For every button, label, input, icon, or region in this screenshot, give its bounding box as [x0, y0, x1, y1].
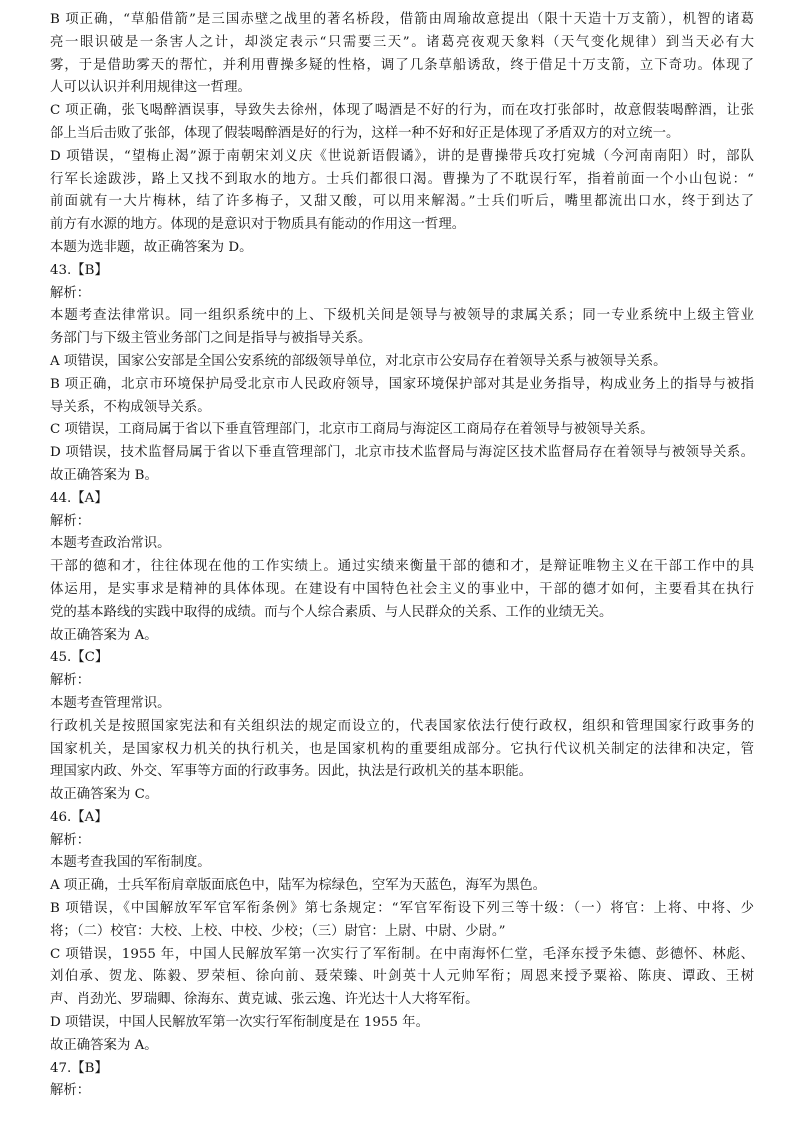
- text-line: 本题考查我国的军衔制度。: [50, 855, 211, 871]
- text-line: 行政机关是按照国家宪法和有关组织法的规定而设立的，代表国家依法行使行政权，组织和管理国家行政事务的: [50, 718, 754, 734]
- text-line: 党的基本路线的实践中取得的成绩。而与个人综合素质、与人民群众的关系、工作的业绩无关。: [50, 604, 613, 620]
- text-line: D 项错误，“望梅止渴”源于南朝宋刘义庆《世说新语假谲》，讲的是曹操带兵攻打宛城（今河南南阳）时，部队: [50, 148, 754, 164]
- text-line: 45.【C】: [50, 650, 109, 666]
- text-line: B 项正确，“草船借箭”是三国赤壁之战里的著名桥段，借箭由周瑜故意提出（限十天造十万支箭），机智的诸葛: [50, 12, 754, 27]
- text-line: 理国家内政、外交、军事等方面的行政事务。因此，执法是行政机关的基本职能。: [50, 764, 533, 780]
- text-line: B 项正确，北京市环境保护局受北京市人民政府领导，国家环境保护部对其是业务指导，构成业务上的指导与被指: [50, 376, 754, 392]
- text-line: C 项正确，张飞喝醉酒误事，导致失去徐州，体现了喝酒是不好的行为，而在攻打张郃时，故意假装喝醉酒，让张: [50, 103, 754, 119]
- text-line: 干部的德和才，往往体现在他的工作实绩上。通过实绩来衡量干部的德和才，是辩证唯物主义在干部工作中的具: [50, 559, 754, 575]
- text-line: B 项错误，《中国解放军军官军衔条例》第七条规定：“军官军衔设下列三等十级：（一）将官：上将、中将、少: [50, 901, 754, 917]
- text-line: 46.【A】: [50, 809, 108, 825]
- text-line: 故正确答案为 C。: [50, 787, 159, 803]
- text-line: 亮一眼识破是一条害人之计，却淡定表示“只需要三天”。诸葛亮夜观天象料（天气变化规律）到当天必有大: [50, 34, 754, 50]
- text-line: 本题考查法律常识。同一组织系统中的上、下级机关间是领导与被领导的隶属关系；同一专业系统中上级主管业: [50, 308, 754, 324]
- text-line: 故正确答案为 A。: [50, 1037, 158, 1053]
- text-line: 本题考查政治常识。: [50, 536, 171, 552]
- text-line: D 项错误，技术监督局属于省以下垂直管理部门，北京市技术监督局与海淀区技术监督局存在着领导与被领导关系。: [50, 445, 754, 461]
- text-line: 解析：: [50, 832, 91, 848]
- text-line: 解析：: [50, 513, 91, 529]
- text-line: 体运用，是实事求是精神的具体体现。在建设有中国特色社会主义的事业中，干部的德才如何，主要看其在执行: [50, 581, 754, 597]
- text-line: 声、肖劲光、罗瑞卿、徐海东、黄克诚、张云逸、许光达十人大将军衔。: [50, 992, 479, 1008]
- text-line: 刘伯承、贺龙、陈毅、罗荣桓、徐向前、聂荣臻、叶剑英十人元帅军衔；周恩来授予粟裕、陈庚、谭政、王树: [50, 969, 754, 985]
- text-line: 故正确答案为 B。: [50, 467, 158, 483]
- document-body: [50, 9, 754, 1103]
- text-line: 本题为选非题，故正确答案为 D。: [50, 239, 253, 255]
- text-line: 将；（二）校官：大校、上校、中校、少校；（三）尉官：上尉、中尉、少尉。”: [50, 923, 506, 939]
- text-line: 44.【A】: [50, 490, 108, 506]
- text-line: C 项错误，1955 年，中国人民解放军第一次实行了军衔制。在中南海怀仁堂，毛泽东授予朱德、彭德怀、林彪、: [50, 946, 754, 962]
- text-line: 前面就有一大片梅林，结了许多梅子，又甜又酸，可以用来解渴。”士兵们听后，嘴里都流出口水，终于到达了: [50, 194, 754, 210]
- text-line: 雾，于是借助雾天的帮忙，并利用曹操多疑的性格，调了几条草船诱敌，终于借足十万支箭，立下奇功。体现了: [50, 57, 754, 73]
- text-line: 前方有水源的地方。体现的是意识对于物质具有能动的作用这一哲理。: [50, 217, 466, 233]
- text-line: 43.【B】: [50, 262, 108, 278]
- text-line: 故正确答案为 A。: [50, 627, 158, 643]
- text-line: 解析：: [50, 673, 91, 689]
- text-line: C 项错误，工商局属于省以下垂直管理部门，北京市工商局与海淀区工商局存在着领导与被领导关系。: [50, 422, 654, 438]
- text-line: 导关系，不构成领导关系。: [50, 399, 211, 415]
- text-line: 人可以认识并利用规律这一哲理。: [50, 80, 251, 96]
- text-line: 国家机关，是国家权力机关的执行机关，也是国家机构的重要组成部分。它执行代议机关制定的法律和决定，管: [50, 741, 754, 757]
- text-line: A 项正确，士兵军衔肩章版面底色中，陆军为棕绿色，空军为天蓝色，海军为黑色。: [50, 878, 546, 894]
- text-line: 郃上当后击败了张郃，体现了假装喝醉酒是好的行为，这样一种不好和好正是体现了矛盾双方的对立统一。: [50, 125, 680, 141]
- text-line: 务部门与下级主管业务部门之间是指导与被指导关系。: [50, 331, 372, 347]
- text-line: 本题考查管理常识。: [50, 695, 171, 711]
- text-line: 解析：: [50, 285, 91, 301]
- text-line: 解析：: [50, 1083, 91, 1099]
- text-line: A 项错误，国家公安部是全国公安系统的部级领导单位，对北京市公安局存在着领导关系与被领导关系。: [50, 353, 667, 369]
- text-line: D 项错误，中国人民解放军第一次实行军衔制度是在 1955 年。: [50, 1015, 429, 1031]
- text-line: 47.【B】: [50, 1060, 108, 1076]
- text-line: 行军长途跋涉，路上又找不到取水的地方。士兵们都很口渴。曹操为了不耽误行军，指着前面一个小山包说：“: [50, 171, 754, 187]
